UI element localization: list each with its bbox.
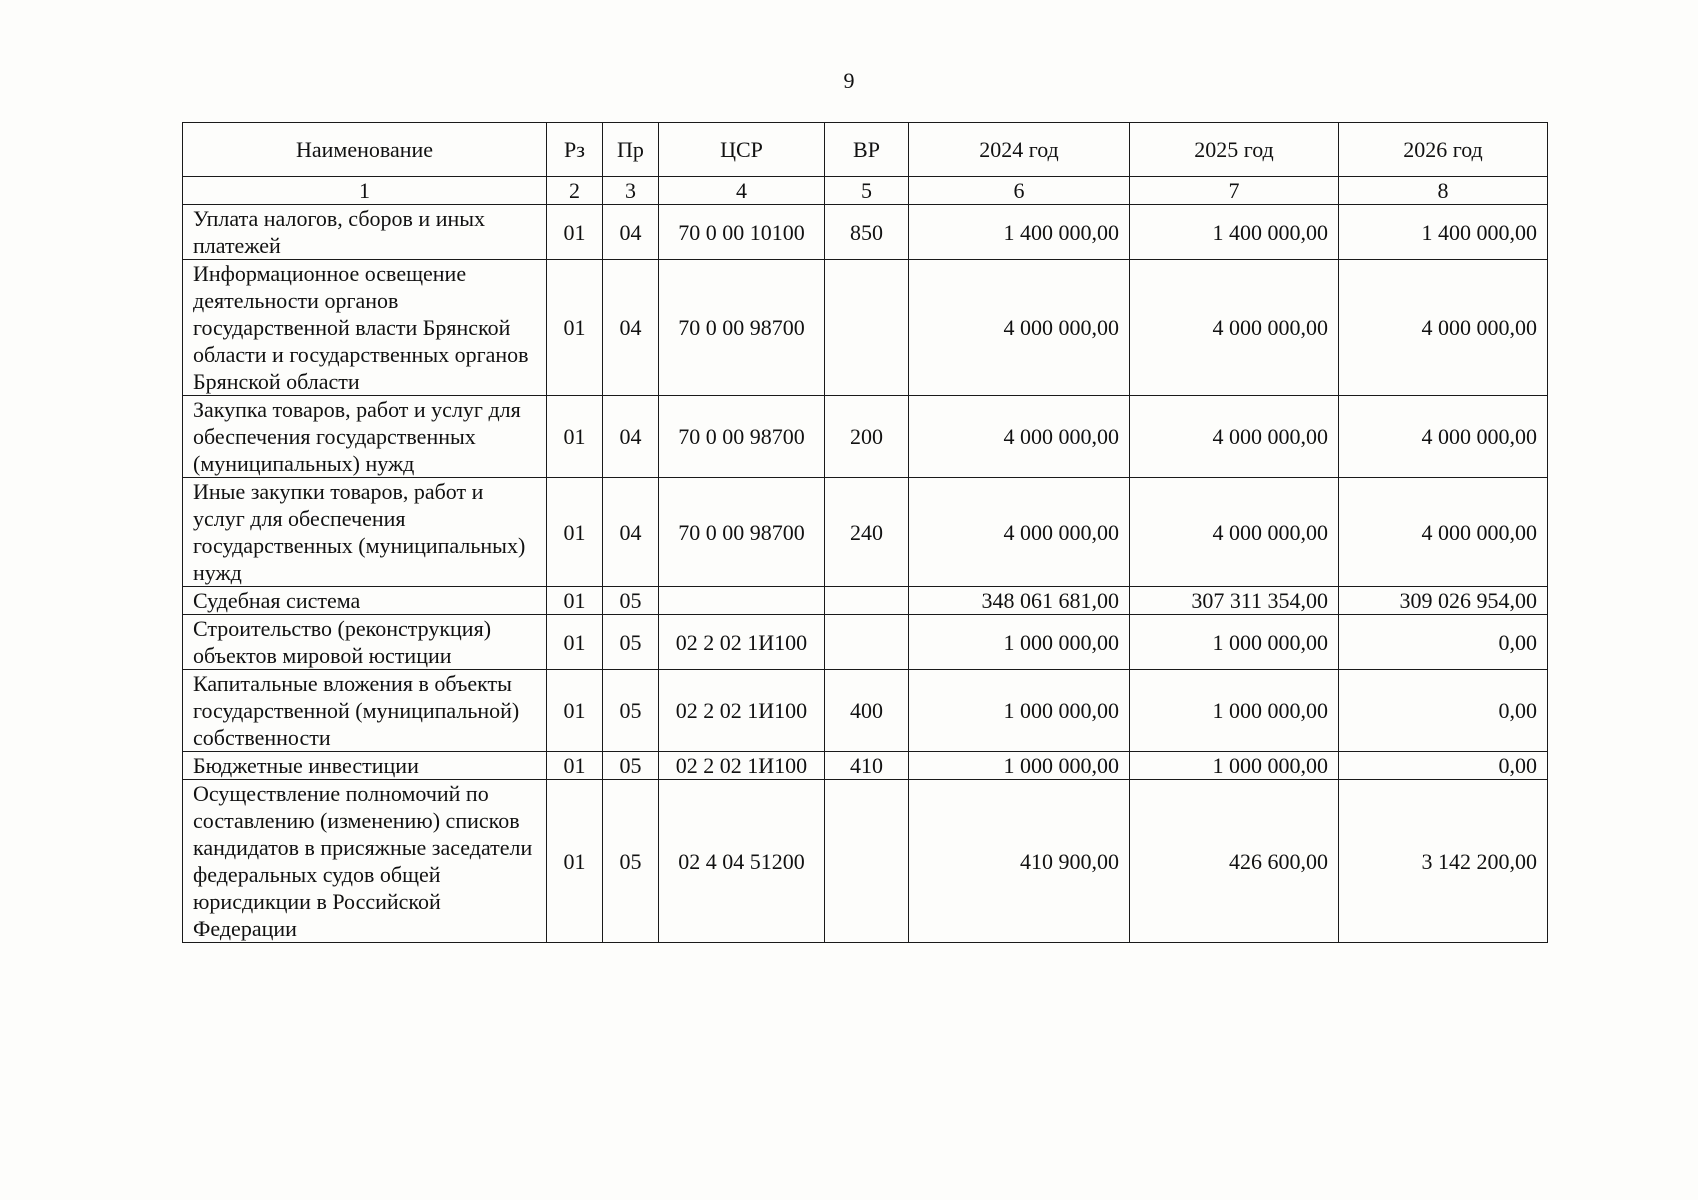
row-2026-amount: 4 000 000,00 (1339, 260, 1548, 396)
table-row (183, 670, 1548, 752)
row-vr-cell: 240 (825, 478, 909, 587)
row-rz-cell: 01 (547, 587, 603, 615)
row-pr-cell: 05 (603, 670, 659, 752)
row-csr-cell: 70 0 00 98700 (659, 478, 825, 587)
row-pr-cell: 04 (603, 478, 659, 587)
row-vr-cell: 200 (825, 396, 909, 478)
header-row (183, 123, 1548, 177)
row-csr-cell: 70 0 00 98700 (659, 396, 825, 478)
row-rz-cell: 01 (547, 752, 603, 780)
table-row (183, 478, 1548, 587)
budget-table (182, 122, 1548, 943)
row-csr-cell: 02 2 02 1И100 (659, 615, 825, 670)
table-row (183, 205, 1548, 260)
header-pr: Пр (603, 123, 659, 177)
row-vr-cell (825, 615, 909, 670)
header-csr: ЦСР (659, 123, 825, 177)
row-name-cell: Уплата налогов, сборов и иных платежей (183, 205, 547, 260)
row-csr-cell: 02 2 02 1И100 (659, 670, 825, 752)
column-number: 1 (183, 177, 547, 205)
row-pr-cell: 05 (603, 780, 659, 943)
table-row (183, 780, 1548, 943)
row-pr-cell: 05 (603, 587, 659, 615)
row-pr-cell: 05 (603, 752, 659, 780)
row-pr-cell: 04 (603, 260, 659, 396)
row-2026-amount: 0,00 (1339, 752, 1548, 780)
row-rz-cell: 01 (547, 396, 603, 478)
row-csr-cell: 02 2 02 1И100 (659, 752, 825, 780)
row-name-cell: Закупка товаров, работ и услуг для обеспечения государственных (муниципальных) нужд (183, 396, 547, 478)
row-2024-amount: 1 000 000,00 (909, 670, 1130, 752)
header-2025: 2025 год (1130, 123, 1339, 177)
table-row (183, 587, 1548, 615)
row-csr-cell: 70 0 00 98700 (659, 260, 825, 396)
column-number-row (183, 177, 1548, 205)
row-2024-amount: 4 000 000,00 (909, 478, 1130, 587)
row-name-cell: Строительство (реконструкция) объектов мировой юстиции (183, 615, 547, 670)
row-2025-amount: 307 311 354,00 (1130, 587, 1339, 615)
row-2025-amount: 1 000 000,00 (1130, 615, 1339, 670)
row-vr-cell (825, 587, 909, 615)
row-vr-cell: 410 (825, 752, 909, 780)
row-vr-cell: 400 (825, 670, 909, 752)
header-name: Наименование (183, 123, 547, 177)
column-number: 6 (909, 177, 1130, 205)
row-2026-amount: 309 026 954,00 (1339, 587, 1548, 615)
row-2024-amount: 1 000 000,00 (909, 615, 1130, 670)
row-2025-amount: 426 600,00 (1130, 780, 1339, 943)
row-2025-amount: 4 000 000,00 (1130, 478, 1339, 587)
row-2024-amount: 4 000 000,00 (909, 396, 1130, 478)
row-name-cell: Осуществление полномочий по составлению (изменению) списков кандидатов в присяжные заседатели федеральных судов общей юрисдикции в Российской Федерации (183, 780, 547, 943)
table-row (183, 752, 1548, 780)
header-vr: ВР (825, 123, 909, 177)
row-pr-cell: 05 (603, 615, 659, 670)
row-2025-amount: 1 000 000,00 (1130, 670, 1339, 752)
row-2024-amount: 1 400 000,00 (909, 205, 1130, 260)
header-2026: 2026 год (1339, 123, 1548, 177)
column-number: 5 (825, 177, 909, 205)
row-pr-cell: 04 (603, 205, 659, 260)
row-2026-amount: 0,00 (1339, 670, 1548, 752)
row-name-cell: Капитальные вложения в объекты государственной (муниципальной) собственности (183, 670, 547, 752)
row-vr-cell: 850 (825, 205, 909, 260)
table-row (183, 260, 1548, 396)
row-csr-cell (659, 587, 825, 615)
row-vr-cell (825, 780, 909, 943)
row-2025-amount: 1 400 000,00 (1130, 205, 1339, 260)
row-csr-cell: 02 4 04 51200 (659, 780, 825, 943)
column-number: 8 (1339, 177, 1548, 205)
header-2024: 2024 год (909, 123, 1130, 177)
row-rz-cell: 01 (547, 670, 603, 752)
column-number: 2 (547, 177, 603, 205)
row-2025-amount: 4 000 000,00 (1130, 396, 1339, 478)
row-2024-amount: 348 061 681,00 (909, 587, 1130, 615)
row-2024-amount: 1 000 000,00 (909, 752, 1130, 780)
row-name-cell: Бюджетные инвестиции (183, 752, 547, 780)
row-name-cell: Иные закупки товаров, работ и услуг для обеспечения государственных (муниципальных) нужд (183, 478, 547, 587)
table-row (183, 615, 1548, 670)
row-2026-amount: 3 142 200,00 (1339, 780, 1548, 943)
table-row (183, 396, 1548, 478)
row-2026-amount: 4 000 000,00 (1339, 478, 1548, 587)
row-2026-amount: 1 400 000,00 (1339, 205, 1548, 260)
row-rz-cell: 01 (547, 205, 603, 260)
header-rz: Рз (547, 123, 603, 177)
row-rz-cell: 01 (547, 615, 603, 670)
row-rz-cell: 01 (547, 260, 603, 396)
row-2025-amount: 1 000 000,00 (1130, 752, 1339, 780)
row-rz-cell: 01 (547, 478, 603, 587)
row-csr-cell: 70 0 00 10100 (659, 205, 825, 260)
column-number: 3 (603, 177, 659, 205)
row-name-cell: Информационное освещение деятельности органов государственной власти Брянской области и государственных органов Брянской области (183, 260, 547, 396)
row-name-cell: Судебная система (183, 587, 547, 615)
column-number: 7 (1130, 177, 1339, 205)
row-2026-amount: 0,00 (1339, 615, 1548, 670)
row-2024-amount: 410 900,00 (909, 780, 1130, 943)
row-2025-amount: 4 000 000,00 (1130, 260, 1339, 396)
row-vr-cell (825, 260, 909, 396)
row-2026-amount: 4 000 000,00 (1339, 396, 1548, 478)
row-rz-cell: 01 (547, 780, 603, 943)
row-pr-cell: 04 (603, 396, 659, 478)
column-number: 4 (659, 177, 825, 205)
row-2024-amount: 4 000 000,00 (909, 260, 1130, 396)
page-number: 9 (843, 68, 855, 93)
